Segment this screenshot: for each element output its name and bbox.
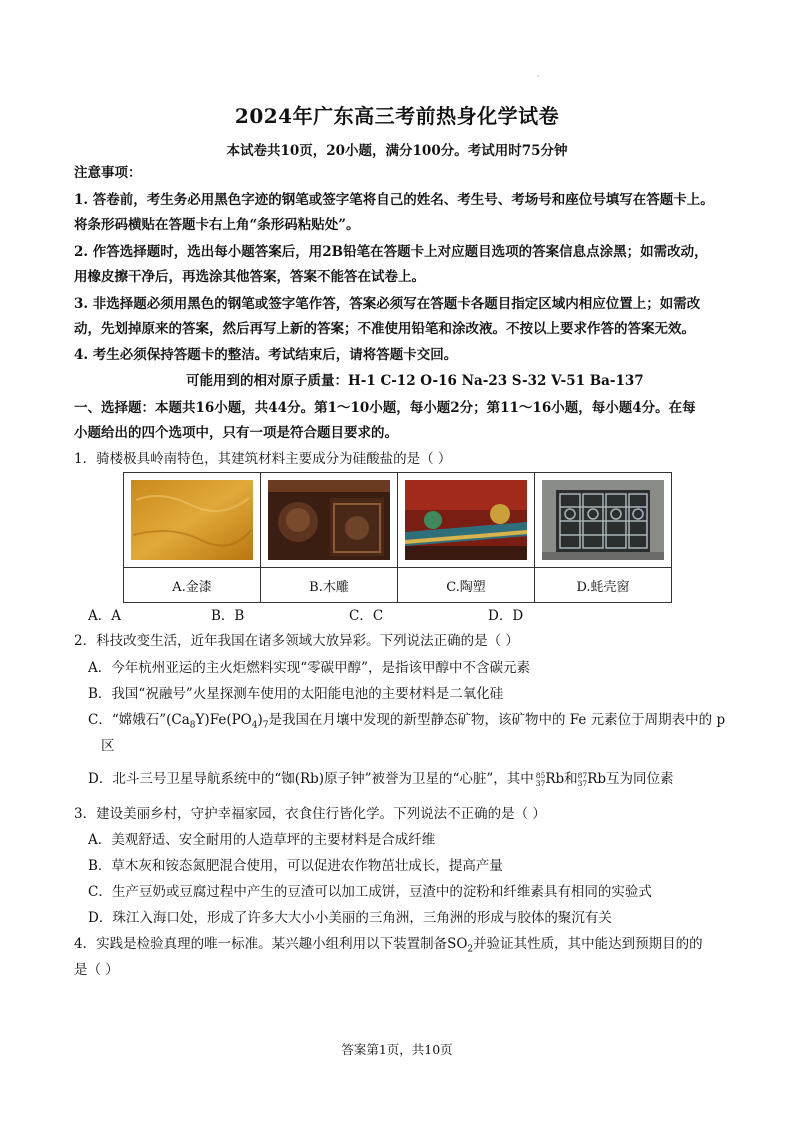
note-1-line-2: 将条形码横贴在答题卡右上角“条形码粘贴处”。 (74, 217, 360, 233)
q1-label-a: A.金漆 (124, 568, 261, 603)
gold-lacquer-photo-icon (131, 480, 253, 560)
q1-label-b: B.木雕 (261, 568, 398, 603)
q4-line-2: 是（ ） (74, 962, 119, 978)
oyster-shell-window-photo-icon (542, 480, 664, 560)
rb87-z: 37 (577, 778, 588, 788)
note-4: 4. 考生必须保持答题卡的整洁。考试结束后，请将答题卡交回。 (74, 347, 458, 363)
wood-carving-photo-icon (268, 480, 390, 560)
q2-c-sub3: 7 (262, 720, 269, 731)
q1-option-d: D．D (488, 608, 524, 624)
q2-option-c-line-2: 区 (101, 738, 115, 754)
q1-cell-c (398, 473, 535, 568)
ceramic-sculpture-photo-icon (405, 480, 527, 560)
q3-option-a: A．美观舒适、安全耐用的人造草坪的主要材料是合成纤维 (88, 832, 436, 848)
atomic-mass-line: 可能用到的相对原子质量：H-1 C-12 O-16 Na-23 S-32 V-51 Ba-137 (186, 373, 644, 389)
q1-cell-b (261, 473, 398, 568)
rb87-mass: 87 (577, 770, 588, 780)
notes-heading: 注意事项： (74, 165, 142, 181)
q2-stem: 2．科技改变生活，近年我国在诸多领域大放异彩。下列说法正确的是（ ） (74, 633, 519, 649)
corner-mark: · (537, 72, 540, 81)
q3-option-d: D．珠江入海口处，形成了许多大大小小美丽的三角洲，三角洲的形成与胶体的聚沉有关 (88, 910, 612, 926)
q2-c-sub1: 8 (189, 720, 196, 731)
q2-c-mid: Y)Fe(PO (195, 712, 252, 728)
q4-line-1 (74, 935, 703, 959)
q1-label-d: D.蚝壳窗 (535, 568, 672, 603)
note-2-line-2: 用橡皮擦干净后，再选涂其他答案，答案不能答在试卷上。 (74, 269, 425, 285)
note-3-line-2: 动，先划掉原来的答案，然后再写上新的答案；不准使用铅笔和涂改液。不按以上要求作答的答案无效。 (74, 321, 695, 337)
q1-image-table (123, 472, 672, 603)
q1-stem: 1．骑楼极具岭南特色，其建筑材料主要成分为硅酸盐的是（ ） (74, 451, 452, 467)
rb85-z: 37 (535, 778, 546, 788)
q2-c-pre: C．“嫦娥石”(Ca (88, 712, 190, 728)
note-1-line-1: 1. 答卷前，考生务必用黑色字迹的钢笔或签字笔将自己的姓名、考生号、考场号和座位号填写在答题卡上。 (74, 192, 714, 208)
q1-option-a: A．A (88, 608, 121, 624)
q2-d-and: 和 (564, 771, 578, 787)
q4-sub: 2 (467, 944, 474, 955)
q1-cell-d (535, 473, 672, 568)
q2-option-a: A．今年杭州亚运的主火炬燃料实现“零碳甲醇”，是指该甲醇中不含碳元素 (88, 660, 531, 676)
section1-line-1: 一、选择题：本题共16小题，共44分。第1～10小题，每小题2分；第11～16小题，每小题4分。在每 (74, 400, 696, 416)
q1-option-c: C．C (349, 608, 384, 624)
q3-stem: 3．建设美丽乡村，守护幸福家园，衣食住行皆化学。下列说法不正确的是（ ） (74, 806, 546, 822)
q2-option-b: B．我国“祝融号”火星探测车使用的太阳能电池的主要材料是二氧化硅 (88, 686, 504, 702)
q2-c-post: 是我国在月壤中发现的新型静态矿物，该矿物中的 Fe 元素位于周期表中的 p (268, 712, 726, 728)
rb85-mass: 85 (535, 770, 546, 780)
q4-pre: 4．实践是检验真理的唯一标准。某兴趣小组利用以下装置制备SO (74, 936, 468, 952)
q2-option-c: C．“嫦娥石$”(Ca_8Y)Fe(PO_4)_7$是我国在月壤中发现的新型静态矿物，该矿物中的 Fe 元素位于周期表中的 p (88, 712, 726, 731)
q1-cell-a (124, 473, 261, 568)
q2-option-d (88, 770, 674, 788)
note-3-line-1: 3. 非选择题必须用黑色的钢笔或签字笔作答，答案必须写在答题卡各题目指定区域内相应位置上；如需改 (74, 296, 701, 312)
q2-d-pre: D．北斗三号卫星导航系统中的“铷(Rb)原子钟”被誉为卫星的“心脏”，其中 (88, 771, 534, 787)
q2-c-sub2: 4 (251, 720, 258, 731)
q1-option-b: B．B (211, 608, 245, 624)
page-footer: 答案第1页，共10页 (341, 1042, 453, 1057)
page-subtitle: 本试卷共10页，20小题，满分100分。考试用时75分钟 (226, 143, 568, 159)
page-title: 2024年广东高三考前热身化学试卷 (234, 104, 560, 128)
q3-option-b: B．草木灰和铵态氮肥混合使用，可以促进农作物茁壮成长，提高产量 (88, 858, 503, 874)
q2-d-post: 互为同位素 (606, 771, 674, 787)
q1-label-c: C.陶塑 (398, 568, 535, 603)
q4-post: 并验证其性质，其中能达到预期目的的 (473, 936, 703, 952)
rb87-symbol: Rb (587, 771, 606, 787)
section1-line-2: 小题给出的四个选项中，只有一项是符合题目要求的。 (74, 425, 398, 441)
note-2-line-1: 2. 作答选择题时，选出每小题答案后，用2B铅笔在答题卡上对应题目选项的答案信息点涂黑；如需改动， (74, 244, 708, 260)
q3-option-c: C．生产豆奶或豆腐过程中产生的豆渣可以加工成饼，豆渣中的淀粉和纤维素具有相同的实验式 (88, 884, 652, 900)
rb85-symbol: Rb (545, 771, 565, 787)
